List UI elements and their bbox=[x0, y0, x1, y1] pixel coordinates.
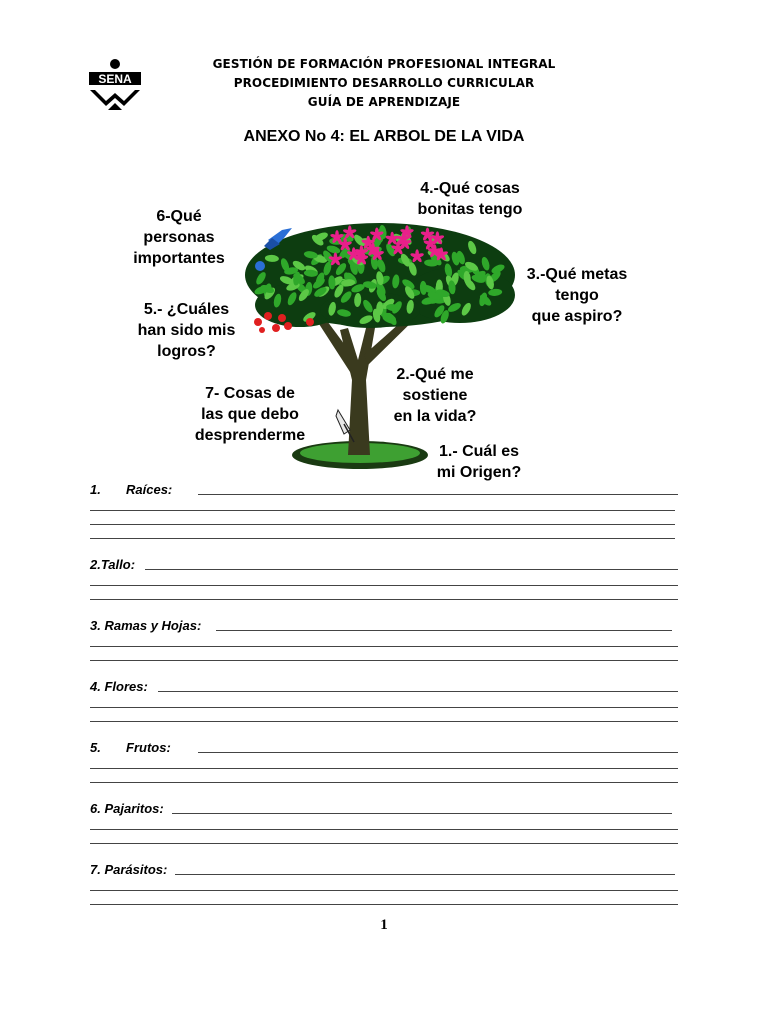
label-q3-line: 3.-Qué metas bbox=[526, 266, 628, 283]
answer-line[interactable] bbox=[90, 646, 678, 647]
question-3-label: 3. Ramas y Hojas: bbox=[90, 618, 202, 633]
label-q7-line: las que debo bbox=[201, 406, 299, 423]
answer-line[interactable] bbox=[216, 630, 672, 631]
logo-text: SENA bbox=[98, 72, 132, 86]
answer-line[interactable] bbox=[145, 569, 678, 570]
label-q4-line: bonitas tengo bbox=[417, 201, 523, 218]
label-q5-line: han sido mis bbox=[137, 322, 236, 339]
question-2-label: 2.Tallo: bbox=[90, 557, 136, 572]
answer-line[interactable] bbox=[90, 782, 678, 783]
answer-line[interactable] bbox=[90, 890, 678, 891]
question-5-number: 5. bbox=[90, 740, 101, 755]
answer-line[interactable] bbox=[90, 843, 678, 844]
label-q5-line: 5.- ¿Cuáles bbox=[143, 301, 230, 318]
label-q3-line: tengo bbox=[555, 287, 599, 304]
label-q1-line: 1.- Cuál es bbox=[438, 443, 520, 460]
label-q3-line: que aspiro? bbox=[531, 308, 623, 325]
label-q5-line: logros? bbox=[157, 343, 216, 360]
answer-line[interactable] bbox=[198, 752, 678, 753]
label-q7-line: 7- Cosas de bbox=[205, 385, 295, 402]
answer-line[interactable] bbox=[198, 494, 678, 495]
answer-line[interactable] bbox=[90, 538, 675, 539]
question-1-label: Raíces: bbox=[126, 482, 173, 497]
answer-line[interactable] bbox=[90, 524, 675, 525]
answer-line[interactable] bbox=[158, 691, 678, 692]
label-q6-line: personas bbox=[143, 229, 215, 246]
answer-line[interactable] bbox=[90, 599, 678, 600]
question-7-label: 7. Parásitos: bbox=[90, 862, 168, 877]
header-line-1: GESTIÓN DE FORMACIÓN PROFESIONAL INTEGRAL bbox=[212, 57, 556, 71]
label-q5 bbox=[124, 299, 249, 362]
label-q6-line: 6-Qué bbox=[156, 208, 202, 225]
answer-line[interactable] bbox=[172, 813, 672, 814]
answer-line[interactable] bbox=[175, 874, 675, 875]
question-5-label: Frutos: bbox=[126, 740, 171, 755]
label-q2-line: en la vida? bbox=[393, 408, 477, 425]
answer-line[interactable] bbox=[90, 510, 675, 511]
answer-line[interactable] bbox=[90, 904, 678, 905]
answer-line[interactable] bbox=[90, 707, 678, 708]
page-number: 1 bbox=[380, 917, 388, 933]
question-4-label: 4. Flores: bbox=[90, 679, 148, 694]
question-6-label: 6. Pajaritos: bbox=[90, 801, 164, 816]
label-q2-line: 2.-Qué me bbox=[396, 366, 474, 383]
question-1-number: 1. bbox=[90, 482, 101, 497]
label-q4-line: 4.-Qué cosas bbox=[420, 180, 520, 197]
label-q6-line: importantes bbox=[133, 250, 225, 267]
answer-line[interactable] bbox=[90, 829, 678, 830]
label-q4 bbox=[395, 178, 545, 220]
label-q3 bbox=[512, 264, 642, 327]
answer-line[interactable] bbox=[90, 585, 678, 586]
answer-line[interactable] bbox=[90, 660, 678, 661]
label-q1-line: mi Origen? bbox=[436, 464, 522, 481]
label-q7-line: desprenderme bbox=[194, 427, 306, 444]
label-q2 bbox=[380, 364, 490, 427]
label-q1 bbox=[424, 441, 534, 483]
header-line-2: PROCEDIMIENTO DESARROLLO CURRICULAR bbox=[233, 76, 535, 90]
label-q2-line: sostiene bbox=[402, 387, 468, 404]
label-q7 bbox=[184, 383, 316, 446]
label-q6 bbox=[118, 206, 240, 269]
answer-line[interactable] bbox=[90, 721, 678, 722]
answer-line[interactable] bbox=[90, 768, 678, 769]
page-title: ANEXO No 4: EL ARBOL DE LA VIDA bbox=[243, 128, 525, 145]
header-line-3: GUÍA DE APRENDIZAJE bbox=[307, 95, 461, 109]
